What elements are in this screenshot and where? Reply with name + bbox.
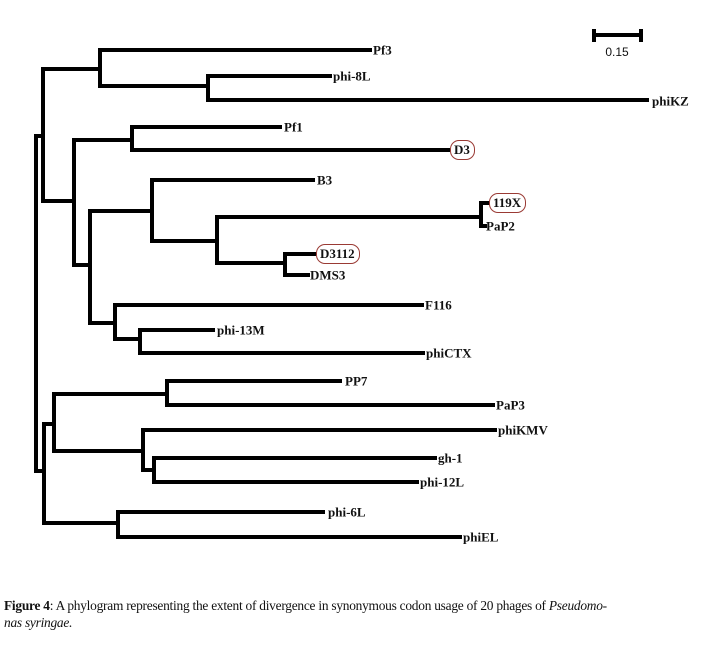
tree-branch-vertical [130,125,134,152]
leaf-label-pf3: Pf3 [373,42,392,58]
scale-bar-line [594,33,641,37]
leaf-label-pap2: PaP2 [486,218,515,234]
tree-branch-horizontal [150,239,219,243]
scale-bar-right-tick [639,29,643,42]
leaf-label-phikmv: phiKMV [498,422,548,438]
tree-branch-vertical [165,379,169,407]
tree-branch-horizontal [165,403,495,407]
tree-branch-vertical [52,392,56,453]
tree-branch-horizontal [130,148,450,152]
leaf-label-pap3: PaP3 [496,397,525,413]
tree-branch-horizontal [150,178,315,182]
leaf-label-pp7: PP7 [345,373,368,389]
tree-branch-vertical [72,138,76,267]
tree-branch-vertical [479,201,483,228]
tree-branch-horizontal [215,261,287,265]
tree-branch-vertical [150,178,154,243]
tree-branch-horizontal [130,125,282,129]
tree-branch-vertical [152,456,156,484]
tree-branch-horizontal [52,449,145,453]
tree-branch-horizontal [215,215,483,219]
tree-branch-horizontal [41,67,102,71]
tree-branch-horizontal [152,456,437,460]
tree-branch-vertical [206,74,210,102]
tree-branch-horizontal [98,48,372,52]
leaf-label-phi-6l: phi-6L [328,504,366,520]
tree-branch-horizontal [283,252,316,256]
leaf-label-pf1: Pf1 [284,119,303,135]
tree-branch-horizontal [41,199,76,203]
tree-branch-horizontal [88,209,154,213]
leaf-label-phictx: phiCTX [426,345,472,361]
figure-caption [4,598,726,632]
tree-branch-horizontal [141,428,497,432]
tree-branch-horizontal [42,521,120,525]
tree-branch-vertical [116,510,120,539]
tree-branch-horizontal [138,328,215,332]
leaf-label-phikz: phiKZ [652,93,689,109]
tree-branch-vertical [215,215,219,265]
tree-branch-horizontal [52,392,169,396]
caption-species-part2: nas syringae. [4,614,73,630]
caption-species-part1: Pseudomo- [548,598,607,613]
tree-branch-horizontal [113,303,424,307]
leaf-label-phi-13m: phi-13M [217,322,265,338]
tree-branch-vertical [41,67,45,203]
scale-bar-left-tick [592,29,596,42]
tree-branch-vertical [141,428,145,472]
caption-figure-label: Figure 4 [4,598,50,613]
leaf-label-f116: F116 [425,297,452,313]
tree-branch-horizontal [138,351,425,355]
caption-body-text: : A phylogram representing the extent of divergence in synonymous codon usage of 20 phages of [49,598,549,613]
tree-branch-vertical [283,252,287,277]
leaf-label-phiel: phiEL [463,529,499,545]
leaf-label-b3: B3 [317,172,333,188]
caption-line-1 [4,598,607,613]
tree-branch-horizontal [72,138,134,142]
tree-branch-horizontal [206,98,649,102]
tree-branch-horizontal [116,510,325,514]
leaf-label-dms3: DMS3 [310,267,346,283]
tree-branch-vertical [98,48,102,88]
tree-branch-vertical [88,209,92,325]
leaf-label-phi-12l: phi-12L [420,474,465,490]
tree-branch-vertical [34,134,38,473]
leaf-label-119x: 119X [489,193,526,213]
tree-branch-vertical [113,303,117,341]
scale-bar-value: 0.15 [605,45,629,59]
tree-branch-horizontal [98,84,210,88]
leaf-label-phi-8l: phi-8L [333,68,371,84]
tree-branch-horizontal [116,535,462,539]
tree-branch-horizontal [206,74,332,78]
leaf-label-gh-1: gh-1 [438,450,463,466]
tree-branch-vertical [138,328,142,355]
tree-branch-vertical [42,422,46,525]
tree-branch-horizontal [152,480,419,484]
tree-branch-horizontal [165,379,342,383]
tree-branch-horizontal [283,273,310,277]
leaf-label-d3112: D3112 [316,244,360,264]
leaf-label-d3: D3 [450,140,475,160]
